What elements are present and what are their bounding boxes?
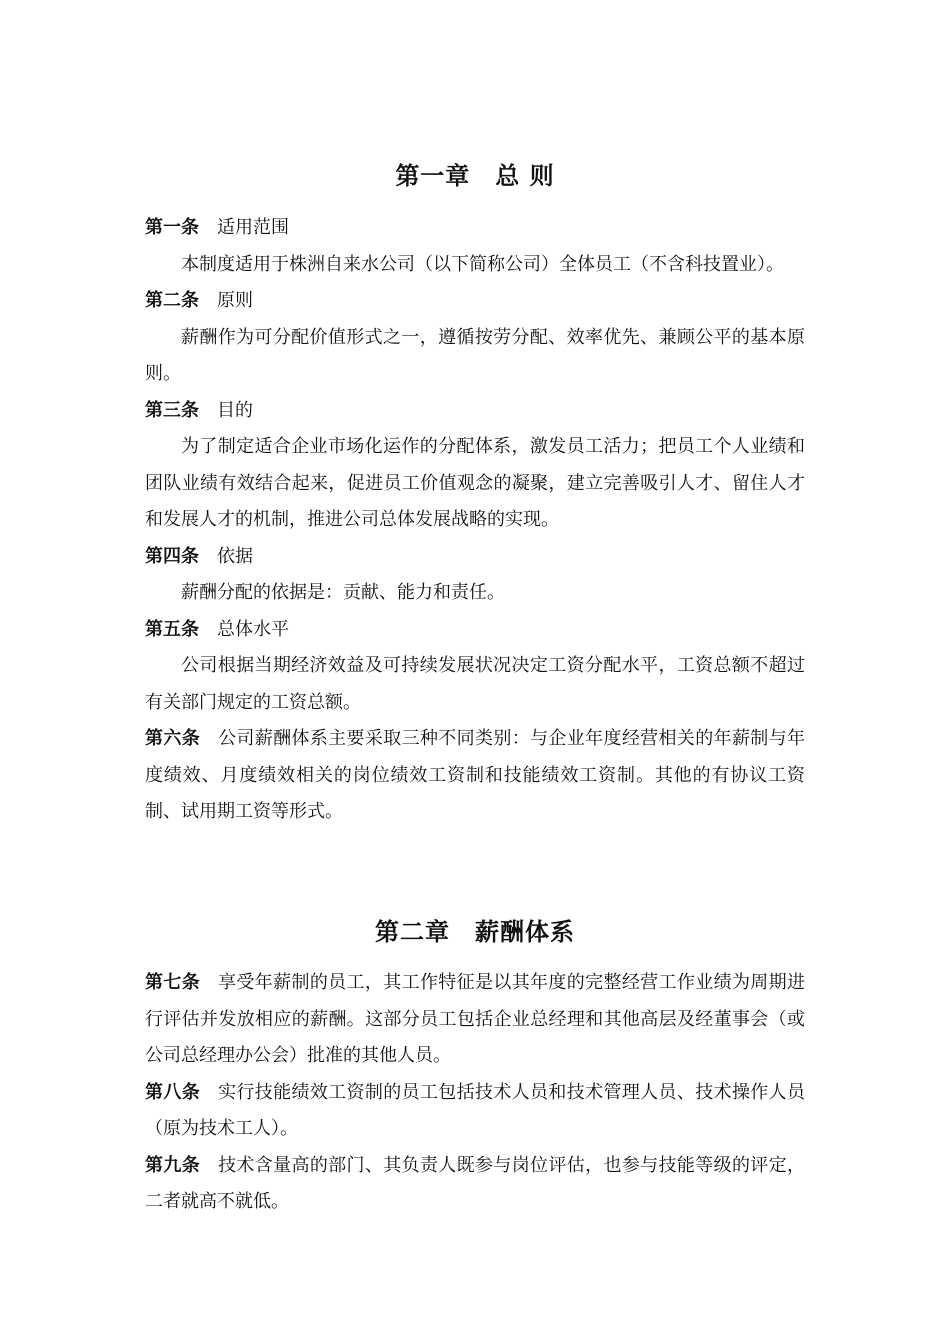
article-1-title: 适用范围	[217, 217, 289, 238]
chapter-2-title: 第二章 薪酬体系	[375, 917, 575, 946]
chapter-1-title: 第一章 总 则	[395, 161, 555, 190]
article-3-number: 第三条	[145, 399, 199, 421]
article-2-number: 第二条	[145, 290, 199, 311]
article-8-text: 实行技能绩效工资制的员工包括技术人员和技术管理人员、技术操作人员（原为技术工人）。	[145, 1081, 806, 1139]
article-2-heading	[145, 283, 805, 320]
article-6	[145, 721, 805, 831]
article-8	[145, 1075, 805, 1148]
article-2-text: 薪酬作为可分配价值形式之一，遵循按劳分配、效率优先、兼顾公平的基本原则。	[145, 326, 805, 384]
article-9-number: 第九条	[145, 1154, 201, 1176]
article-1-text: 本制度适用于株洲自来水公司（以下简称公司）全体员工（不含科技置业）。	[181, 253, 784, 275]
article-9-text: 技术含量高的部门、其负责人既参与岗位评估，也参与技能等级的评定，二者就高不就低。	[145, 1154, 806, 1212]
article-4-title: 依据	[217, 545, 253, 567]
article-6-number: 第六条	[145, 728, 201, 749]
article-3-heading	[145, 393, 805, 430]
article-4-text: 薪酬分配的依据是：贡献、能力和责任。	[181, 582, 505, 603]
article-7	[145, 965, 805, 1075]
chapter-1-body	[145, 210, 805, 831]
article-1-number: 第一条	[145, 217, 199, 238]
article-1-heading	[145, 210, 805, 247]
article-4-heading	[145, 539, 805, 576]
article-7-number: 第七条	[145, 972, 201, 993]
article-8-number: 第八条	[145, 1081, 201, 1103]
article-7-text: 享受年薪制的员工，其工作特征是以其年度的完整经营工作业绩为周期进行评估并发放相应的薪酬。这部分员工包括企业总经理和其他高层及经董事会（或公司总经理办公会）批准的其他人员。	[145, 972, 806, 1066]
article-5-text: 公司根据当期经济效益及可持续发展状况决定工资分配水平，工资总额不超过有关部门规定的工资总额。	[145, 655, 805, 713]
article-5-number: 第五条	[145, 618, 199, 640]
article-4-number: 第四条	[145, 545, 199, 567]
article-6-text: 公司薪酬体系主要采取三种不同类别：与企业年度经营相关的年薪制与年度绩效、月度绩效相关的岗位绩效工资制和技能绩效工资制。其他的有协议工资制、试用期工资等形式。	[145, 728, 806, 822]
article-9	[145, 1148, 805, 1221]
article-3-title: 目的	[217, 399, 253, 421]
article-5-heading	[145, 612, 805, 649]
article-5-title: 总体水平	[217, 618, 289, 640]
chapter-2-body	[145, 965, 805, 1221]
article-3-text: 为了制定适合企业市场化运作的分配体系，激发员工活力；把员工个人业绩和团队业绩有效结合起来，促进员工价值观念的凝聚，建立完善吸引人才、留住人才和发展人才的机制，推进公司总体发展战略的实现。	[145, 436, 805, 530]
article-2-title: 原则	[217, 290, 253, 311]
